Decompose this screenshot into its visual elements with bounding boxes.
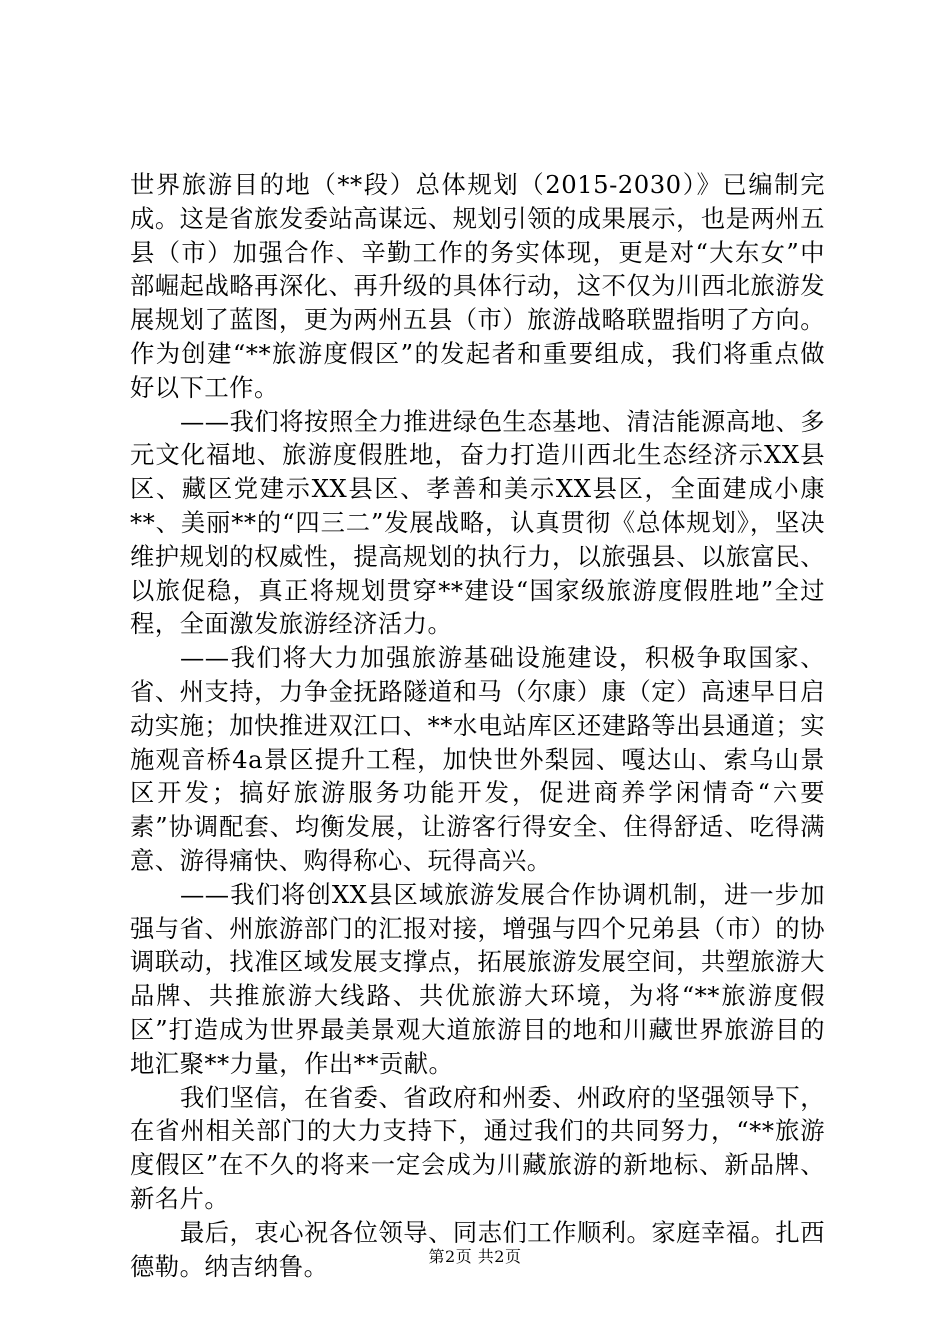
paragraph-development-strategy: ——我们将按照全力推进绿色生态基地、清洁能源高地、多元文化福地、旅游度假胜地，奋力打造川西北生态经济示XX县区、藏区党建示XX县区、孝善和美示XX县区，全面建成小康**、美丽**的“四三二”发展战略，认真贯彻《总体规划》，坚决维护规划的权威性，提高规划的执行力，以旅强县、以旅富民、以旅促稳，真正将规划贯穿**建设“国家级旅游度假胜地”全过程，全面激发旅游经济活力。 [130,406,825,639]
page-footer [0,1247,950,1267]
paragraph-plan-completion: 世界旅游目的地（**段）总体规划（2015-2030）》已编制完成。这是省旅发委站高谋远、规划引领的成果展示，也是两州五县（市）加强合作、辛勤工作的务实体现，更是对“大东女”中部崛起战略再深化、再升级的具体行动，这不仅为川西北旅游发展规划了蓝图，更为两州五县（市）旅游战略联盟指明了方向。作为创建“**旅游度假区”的发起者和重要组成，我们将重点做好以下工作。 [130,170,825,402]
page-number-label: 第2页 共2页 [428,1247,522,1266]
paragraph-regional-cooperation: ——我们将创XX县区域旅游发展合作协调机制，进一步加强与省、州旅游部门的汇报对接，增强与四个兄弟县（市）的协调联动，找准区域发展支撑点，拓展旅游发展空间，共塑旅游大品牌、共推旅游大线路、共优旅游大环境，为将“**旅游度假区”打造成为世界最美景观大道旅游目的地和川藏世界旅游目的地汇聚**力量，作出**贡献。 [130,879,825,1078]
paragraph-confidence: 我们坚信，在省委、省政府和州委、州政府的坚强领导下，在省州相关部门的大力支持下，通过我们的共同努力，“**旅游度假区”在不久的将来一定会成为川藏旅游的新地标、新品牌、新名片。 [130,1082,825,1213]
paragraph-infrastructure: ——我们将大力加强旅游基础设施建设，积极争取国家、省、州支持，力争金抚路隧道和马（尔康）康（定）高速早日启动实施；加快推进双江口、**水电站库区还建路等出县通道；实施观音桥4a景区提升工程，加快世外梨园、嘎达山、索乌山景区开发；搞好旅游服务功能开发，促进商养学闲情奇“六要素”协调配套、均衡发展，让游客行得安全、住得舒适、吃得满意、游得痛快、购得称心、玩得高兴。 [130,643,825,875]
document-body [130,168,825,1283]
paragraph-closing-wishes: 最后，衷心祝各位领导、同志们工作顺利。家庭幸福。扎西德勒。纳吉纳鲁。 [130,1217,825,1281]
